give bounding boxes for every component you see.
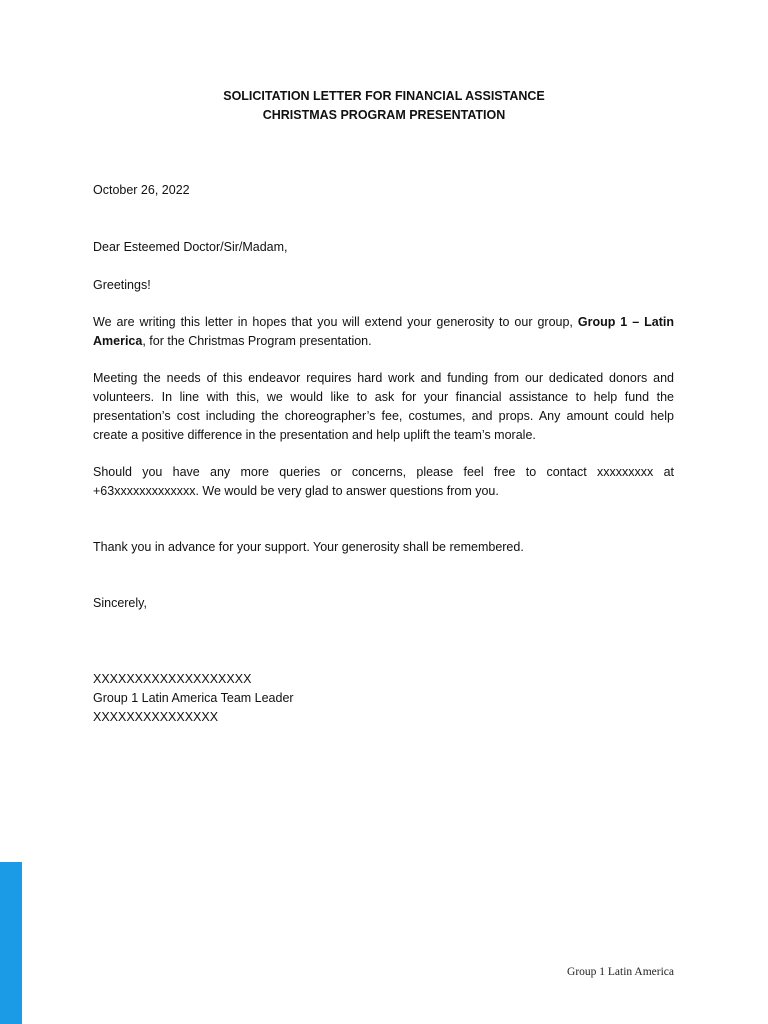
group-name-bold-cont: America (93, 334, 143, 348)
salutation: Dear Esteemed Doctor/Sir/Madam, (93, 240, 288, 254)
intro-text-cont: , for the Christmas Program presentation. (142, 334, 372, 348)
paragraph-intro-line (93, 332, 674, 351)
paragraph-line: +63xxxxxxxxxxxxx. We would be very glad to answer questions from you. (93, 484, 499, 498)
letter-title: SOLICITATION LETTER FOR FINANCIAL ASSISTANCE (223, 89, 545, 103)
paragraph-intro-line (93, 313, 674, 332)
closing: Sincerely, (93, 596, 147, 610)
letter-date: October 26, 2022 (93, 183, 190, 197)
letter-subtitle: CHRISTMAS PROGRAM PRESENTATION (262, 108, 506, 122)
paragraph-line: Should you have any more queries or concerns, please feel free to contact xxxxxxxxx at (93, 465, 674, 479)
signature-extra: XXXXXXXXXXXXXXX (93, 710, 219, 724)
signature-name: XXXXXXXXXXXXXXXXXXX (93, 672, 252, 686)
paragraph-line: create a positive difference in the presentation and help uplift the team’s morale. (93, 428, 536, 442)
greeting: Greetings! (93, 278, 151, 292)
signature-role: Group 1 Latin America Team Leader (93, 691, 294, 705)
paragraph-line: Meeting the needs of this endeavor requires hard work and funding from our dedicated donors and (93, 371, 674, 385)
group-name-bold: Group 1 – Latin (577, 315, 674, 329)
page-footer: Group 1 Latin America (567, 966, 674, 978)
thanks-line: Thank you in advance for your support. Your generosity shall be remembered. (93, 540, 524, 554)
paragraph-intro (93, 313, 674, 351)
intro-text: We are writing this letter in hopes that you will extend your generosity to our group, (93, 315, 578, 329)
side-accent-bar (0, 862, 22, 1024)
paragraph-line: presentation’s cost including the choreographer’s fee, costumes, and props. Any amount could help (93, 409, 674, 423)
paragraph-contact (93, 463, 674, 501)
paragraph-needs (93, 369, 674, 445)
paragraph-line: volunteers. In line with this, we would like to ask for your financial assistance to help fund the (93, 390, 674, 404)
